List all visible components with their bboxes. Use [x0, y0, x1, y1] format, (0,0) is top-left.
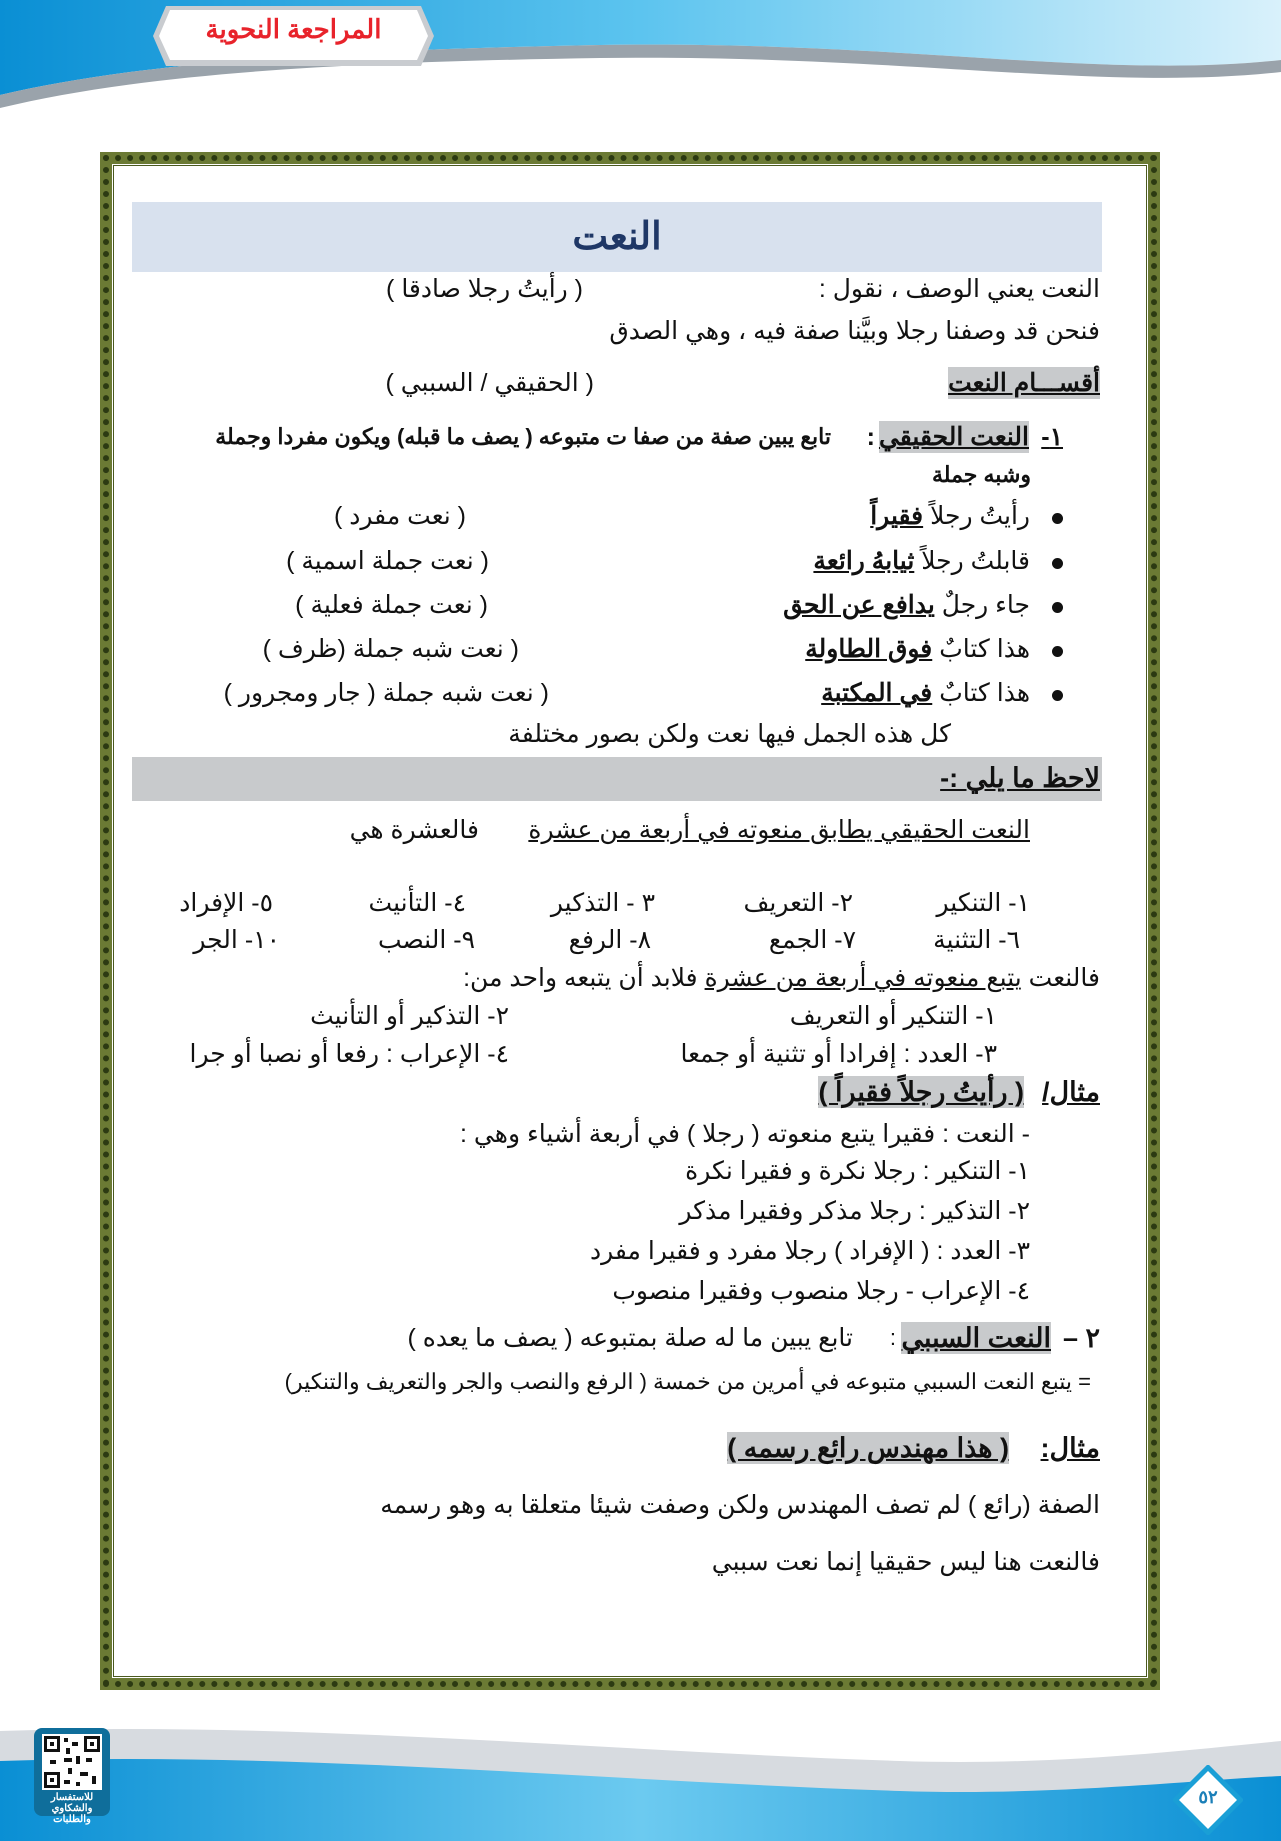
- bullet-4: [1052, 646, 1063, 657]
- agreement-follow-a: فالنعت: [1028, 964, 1100, 992]
- example-type-1: ( نعت مفرد ): [333, 502, 466, 530]
- example-type-5: ( نعت شبه جملة ( جار ومجرور ): [223, 679, 549, 707]
- agreement-r1-1: ١- التنكير: [936, 889, 1030, 917]
- agreement-opt-2: ٢- التذكير أو التأنيث: [310, 1002, 509, 1030]
- causal-rule: = يتبع النعت السببي متبوعه في أمرين من خمسة ( الرفع والنصب والجر والتعريف والتنكير): [284, 1369, 1091, 1394]
- real-definition-2: وشبه جملة: [932, 462, 1031, 487]
- notice-label: لاحظ ما يلي :-: [940, 763, 1100, 793]
- example-key-5: في المكتبة: [821, 679, 933, 707]
- real-number: ١-: [1041, 423, 1063, 451]
- example2-label: مثال:: [1040, 1433, 1100, 1463]
- agreement-follow-b: يتبع منعوته في أربعة من عشرة: [704, 964, 1022, 992]
- agreement-r1-5: ٥- الإفراد: [179, 889, 273, 917]
- example1-line-5: ٤- الإعراب - رجلا منصوب وفقيرا منصوب: [612, 1277, 1030, 1305]
- example2-sentence: ( هذا مهندس رائع رسمه ): [727, 1433, 1009, 1463]
- qr-code-pattern: [42, 1734, 102, 1790]
- example-type-2: ( نعت جملة اسمية ): [286, 547, 489, 575]
- sections-heading-label: أقســـام النعت: [948, 369, 1100, 397]
- real-definition: تابع يبين صفة من صفا ت متبوعه ( يصف ما قبله) ويكون مفردا وجملة: [215, 424, 831, 449]
- example-key-3: يدافع عن الحق: [783, 591, 935, 619]
- example-key-2: ثيابهُ رائعة: [813, 547, 915, 575]
- agreement-r1-4: ٤- التأنيث: [368, 889, 466, 917]
- example-row-2: [813, 545, 1030, 577]
- qr-caption: للاستفسار والشكاوي والطلبات: [50, 1792, 94, 1825]
- example-row-4: [805, 633, 1030, 665]
- example1-line-1: - النعت : فقيرا يتبع منعوته ( رجلا ) في أربعة أشياء وهي :: [460, 1120, 1030, 1148]
- example-row-1: [870, 500, 1030, 532]
- bullet-2: [1052, 558, 1063, 569]
- causal-colon: :: [889, 1325, 896, 1350]
- agreement-r2-1: ٦- التثنية: [933, 926, 1020, 954]
- bullet-5: [1052, 690, 1063, 701]
- title-bar: [132, 202, 1102, 272]
- intro-line2: فنحن قد وصفنا رجلا وبيَّنا صفة فيه ، وهي الصدق: [609, 317, 1100, 345]
- header-title-wrap: [152, 4, 435, 68]
- example-pre-4: هذا كتابٌ: [939, 635, 1030, 663]
- agreement-r1-2: ٢- التعريف: [743, 889, 853, 917]
- page-number: ٥٢: [1198, 1787, 1218, 1807]
- intro-line1-b: ( رأيتُ رجلا صادقا ): [386, 275, 583, 303]
- agreement-r2-5: ١٠- الجر: [193, 926, 280, 954]
- intro-line1-a: النعت يعني الوصف ، نقول :: [818, 275, 1100, 303]
- example-pre-2: قابلتُ رجلاً: [921, 547, 1030, 575]
- example-type-4: ( نعت شبه جملة (ظرف ): [262, 635, 519, 663]
- example-key-4: فوق الطاولة: [805, 635, 933, 663]
- example-type-3: ( نعت جملة فعلية ): [295, 591, 488, 619]
- agreement-r2-4: ٩- النصب: [377, 926, 475, 954]
- example1-label: مثال/: [1042, 1077, 1100, 1107]
- example-key-1: فقيراً: [870, 502, 924, 530]
- header-title: المراجعة النحوية: [205, 14, 382, 44]
- real-colon: :: [866, 423, 875, 451]
- example-pre-3: جاء رجلٌ: [941, 591, 1030, 619]
- example2-line-1: الصفة (رائع ) لم تصف المهندس ولكن وصفت شيئا متعلقا به وهو رسمه: [380, 1491, 1100, 1519]
- agreement-r1-3: ٣ - التذكير: [550, 889, 655, 917]
- example1-line-4: ٣- العدد : ( الإفراد ) رجلا مفرد و فقيرا مفرد: [589, 1237, 1030, 1265]
- real-summary: كل هذه الجمل فيها نعت ولكن بصور مختلفة: [508, 720, 951, 748]
- causal-number: ٢ –: [1062, 1323, 1100, 1353]
- agreement-follow-c: فلابد أن يتبعه واحد من:: [463, 964, 698, 992]
- bullet-3: [1052, 602, 1063, 613]
- example-pre-5: هذا كتابٌ: [939, 679, 1030, 707]
- example-row-5: [821, 677, 1030, 709]
- page-title: النعت: [572, 216, 662, 258]
- agreement-r2-3: ٨- الرفع: [568, 926, 651, 954]
- agreement-follow: [463, 962, 1100, 994]
- agreement-opt-3: ٣- العدد : إفرادا أو تثنية أو جمعا: [680, 1040, 997, 1068]
- page-number-wrap: [1173, 1765, 1243, 1835]
- agreement-r2-2: ٧- الجمع: [768, 926, 856, 954]
- agreement-opt-4: ٤- الإعراب : رفعا أو نصبا أو جرا: [189, 1040, 509, 1068]
- agreement-line-a: النعت الحقيقي يطابق منعوته في أربعة من عشرة: [528, 816, 1030, 844]
- example2-line-2: فالنعت هنا ليس حقيقيا إنما نعت سببي: [711, 1548, 1100, 1576]
- agreement-line-b: فالعشرة هي: [349, 816, 479, 844]
- example1-line-2: ١- التنكير : رجلا نكرة و فقيرا نكرة: [685, 1157, 1030, 1185]
- causal-definition: تابع يبين ما له صلة بمتبوعه ( يصف ما يعده ): [407, 1324, 853, 1352]
- bottom-wave-decoration: [0, 1691, 1281, 1841]
- causal-label: النعت السببي: [901, 1323, 1051, 1353]
- agreement-opt-1: ١- التنكير أو التعريف: [789, 1002, 997, 1030]
- example1-sentence: ( رأيتُ رجلاً فقيراً ): [818, 1077, 1024, 1107]
- real-label: النعت الحقيقي: [878, 423, 1029, 451]
- bullet-1: [1052, 513, 1063, 524]
- example-row-3: [783, 589, 1030, 621]
- example1-line-3: ٢- التذكير : رجلا مذكر وفقيرا مذكر: [679, 1197, 1030, 1225]
- sections-heading-value: ( الحقيقي / السببي ): [385, 369, 594, 397]
- example-pre-1: رأيتُ رجلاً: [930, 502, 1030, 530]
